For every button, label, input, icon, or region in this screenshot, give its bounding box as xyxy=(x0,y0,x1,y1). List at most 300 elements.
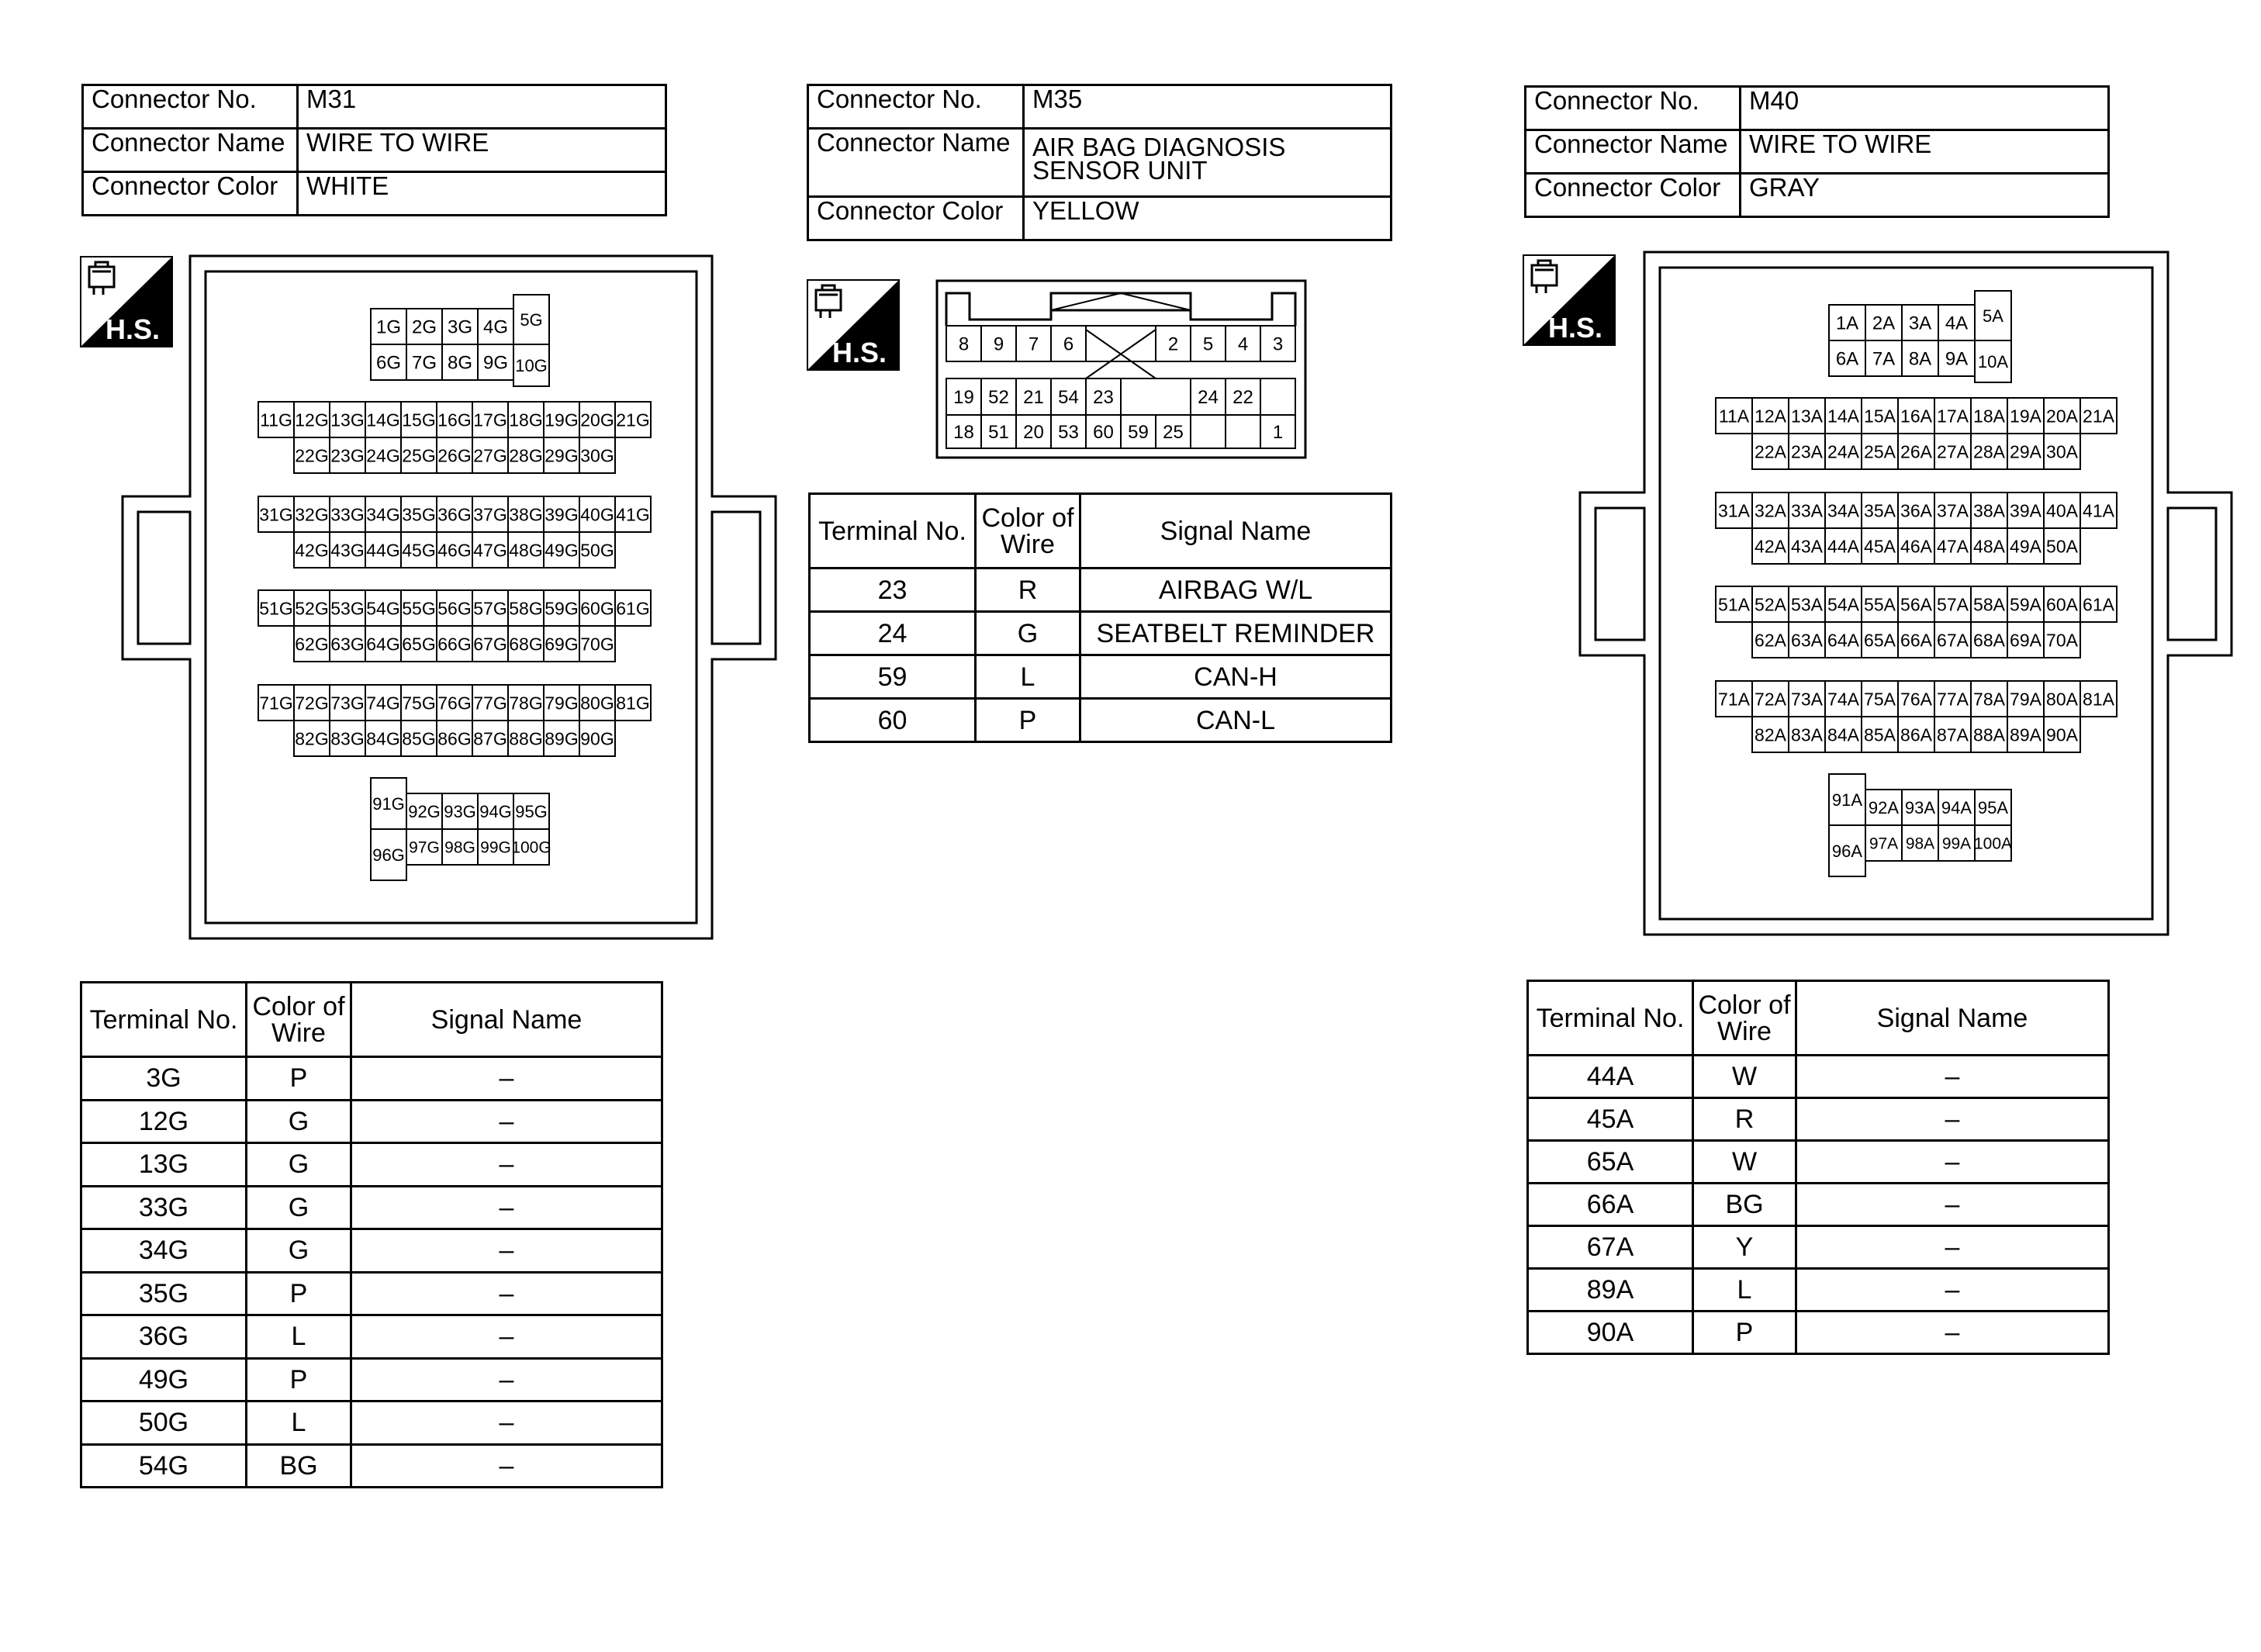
pin-label: 24 xyxy=(1198,387,1219,409)
pin-label: 99G xyxy=(480,838,511,857)
hs-label: H.S. xyxy=(1547,312,1602,344)
pin-label: 73A xyxy=(1791,689,1823,710)
wire-color-cell: P xyxy=(1693,1312,1796,1354)
pin-label: 6A xyxy=(1835,348,1859,370)
terminal-cell: 12G xyxy=(81,1100,247,1143)
wire-color-cell: BG xyxy=(1693,1184,1796,1226)
signal-name-cell: – xyxy=(1796,1184,2109,1226)
pin-label: 30G xyxy=(580,445,614,466)
pin-label: 39A xyxy=(2010,500,2041,521)
pin-label: 67G xyxy=(473,634,507,655)
pin-label: 71G xyxy=(259,693,293,714)
m40-connector-face xyxy=(1575,248,2234,938)
pin-label: 22G xyxy=(295,445,329,466)
color-of-label: Color of xyxy=(981,503,1074,533)
terminal-cell: 54G xyxy=(81,1444,247,1488)
table-row xyxy=(81,1100,662,1143)
color-of-wire-header xyxy=(976,494,1080,569)
pin-label: 49A xyxy=(2010,536,2041,557)
pin-label: 8A xyxy=(1908,348,1932,370)
connector-color-label: Connector Color xyxy=(808,197,1024,240)
pin-label: 3A xyxy=(1908,313,1932,334)
pin-label: 53 xyxy=(1058,422,1079,444)
pin-label: 34G xyxy=(366,504,400,525)
pin-label: 54G xyxy=(366,598,400,619)
pin-label: 83A xyxy=(1791,724,1823,745)
pin-label: 99A xyxy=(1941,835,1972,853)
pin-label: 16G xyxy=(437,410,472,430)
pin-label: 92A xyxy=(1868,797,1900,817)
pin-label: 33A xyxy=(1791,500,1823,521)
pin-label: 42G xyxy=(295,540,329,561)
pin-label: 3 xyxy=(1272,334,1284,355)
pin-label: 1G xyxy=(375,316,402,338)
signal-name-cell: – xyxy=(351,1444,662,1488)
pin-label: 86G xyxy=(437,728,472,749)
pin-label: 48A xyxy=(1973,536,2005,557)
pin-label: 23G xyxy=(330,445,365,466)
connector-name-value xyxy=(1024,129,1392,197)
pin-label: 51A xyxy=(1718,594,1750,615)
pin-label: 55G xyxy=(402,598,436,619)
signal-name-cell: – xyxy=(1796,1141,2109,1184)
pin-label: 98A xyxy=(1905,835,1935,853)
pin-label: 54A xyxy=(1827,594,1859,615)
signal-name-cell: – xyxy=(1796,1226,2109,1269)
pin-label: 32G xyxy=(295,504,329,525)
connector-no-value: M35 xyxy=(1024,85,1392,129)
pin-label: 88G xyxy=(509,728,543,749)
pin-label: 61A xyxy=(2083,594,2114,615)
terminal-cell: 66A xyxy=(1528,1184,1693,1226)
m31-signal-table xyxy=(80,981,663,1488)
pin-label: 6G xyxy=(375,352,402,374)
terminal-cell: 60 xyxy=(810,699,976,742)
pin-label: 31A xyxy=(1718,500,1750,521)
pin-label: 7 xyxy=(1028,334,1039,355)
wire-color-cell: P xyxy=(247,1057,351,1101)
pin-label: 8 xyxy=(958,334,970,355)
pin-label: 15A xyxy=(1864,406,1896,427)
signal-name-cell: – xyxy=(351,1100,662,1143)
m40-pin-grid xyxy=(1716,291,2117,876)
connector-name-line1: AIR BAG DIAGNOSIS xyxy=(1032,133,1286,161)
pin-label: 22A xyxy=(1755,441,1786,462)
pin-label: 27A xyxy=(1937,441,1969,462)
pin-label: 65G xyxy=(402,634,436,655)
pin-label: 32A xyxy=(1755,500,1786,521)
pin-label: 80G xyxy=(580,693,614,714)
pin-label: 46G xyxy=(437,540,472,561)
connector-no-label: Connector No. xyxy=(1526,87,1741,130)
table-row xyxy=(1528,1226,2109,1269)
terminal-cell: 23 xyxy=(810,569,976,612)
pin-label: 81G xyxy=(616,693,650,714)
connector-name-value: WIRE TO WIRE xyxy=(298,129,666,172)
pin-label: 62A xyxy=(1755,630,1786,651)
wire-label: Wire xyxy=(1001,529,1055,559)
pin-label: 14A xyxy=(1827,406,1859,427)
pin-label: 63G xyxy=(330,634,365,655)
pin-label: 4A xyxy=(1945,313,1969,334)
terminal-cell: 34G xyxy=(81,1229,247,1273)
table-row xyxy=(81,1358,662,1401)
wire-color-cell: G xyxy=(976,612,1080,655)
table-row xyxy=(81,1186,662,1229)
hs-icon xyxy=(807,279,900,371)
pin-label: 51 xyxy=(988,422,1009,444)
pin-label: 100A xyxy=(1973,835,2013,853)
wire-color-cell: P xyxy=(247,1272,351,1315)
pin-label: 61G xyxy=(616,598,650,619)
wire-color-cell: BG xyxy=(247,1444,351,1488)
terminal-cell: 67A xyxy=(1528,1226,1693,1269)
pin-label: 2 xyxy=(1167,334,1179,355)
pin-label: 46A xyxy=(1900,536,1932,557)
pin-label: 52A xyxy=(1755,594,1786,615)
pin-label: 21 xyxy=(1023,387,1044,409)
connector-no-value: M40 xyxy=(1741,87,2109,130)
pin-label: 70A xyxy=(2046,630,2078,651)
m31-info-table xyxy=(81,84,667,216)
pin-label: 6 xyxy=(1063,334,1074,355)
terminal-cell: 35G xyxy=(81,1272,247,1315)
connector-color-label: Connector Color xyxy=(83,172,298,216)
m31-pin-grid xyxy=(258,295,651,880)
pin-label: 19A xyxy=(2010,406,2041,427)
pin-label: 25 xyxy=(1163,422,1184,444)
wire-color-cell: G xyxy=(247,1100,351,1143)
terminal-cell: 33G xyxy=(81,1186,247,1229)
m40-info-table xyxy=(1524,85,2110,218)
pin-label: 18 xyxy=(953,422,974,444)
table-row xyxy=(810,569,1392,612)
pin-label: 2G xyxy=(411,316,437,338)
pin-label: 38A xyxy=(1973,500,2005,521)
pin-label: 98G xyxy=(444,838,475,857)
terminal-cell: 59 xyxy=(810,655,976,699)
pin-label: 18G xyxy=(509,410,543,430)
connector-no-label: Connector No. xyxy=(83,85,298,129)
pin-label: 97G xyxy=(409,838,440,857)
pin-label: 38G xyxy=(509,504,543,525)
pin-label: 74A xyxy=(1827,689,1859,710)
pin-label: 37A xyxy=(1937,500,1969,521)
signal-name-cell: – xyxy=(351,1057,662,1101)
pin-label: 79A xyxy=(2010,689,2041,710)
pin-label: 68A xyxy=(1973,630,2005,651)
wire-color-cell: P xyxy=(247,1358,351,1401)
terminal-cell: 13G xyxy=(81,1143,247,1187)
pin-label: 36A xyxy=(1900,500,1932,521)
pin-label: 77G xyxy=(473,693,507,714)
pin-label: 43G xyxy=(330,540,365,561)
pin-label: 24A xyxy=(1827,441,1859,462)
pin-label: 44G xyxy=(366,540,400,561)
connector-color-value: YELLOW xyxy=(1024,197,1392,240)
connector-no-label: Connector No. xyxy=(808,85,1024,129)
m35-info-table xyxy=(807,84,1392,241)
pin-label: 84G xyxy=(366,728,400,749)
table-row xyxy=(1528,1056,2109,1098)
pin-label: 77A xyxy=(1937,689,1969,710)
wire-color-cell: L xyxy=(247,1401,351,1445)
signal-name-header: Signal Name xyxy=(351,983,662,1057)
table-row xyxy=(1528,1141,2109,1184)
color-of-label: Color of xyxy=(252,991,345,1021)
wire-color-cell: R xyxy=(976,569,1080,612)
wire-color-cell: R xyxy=(1693,1098,1796,1141)
m35-pin-grid xyxy=(946,326,1295,448)
signal-name-header: Signal Name xyxy=(1796,981,2109,1056)
m35-rows xyxy=(810,569,1392,742)
pin-label: 50A xyxy=(2046,536,2078,557)
pin-cavity xyxy=(1191,415,1226,448)
pin-label: 70G xyxy=(580,634,614,655)
pin-label: 51G xyxy=(259,598,293,619)
table-row xyxy=(810,699,1392,742)
pin-label: 16A xyxy=(1900,406,1932,427)
pin-label: 10A xyxy=(1977,351,2009,372)
signal-name-cell: – xyxy=(1796,1056,2109,1098)
pin-label: 5G xyxy=(520,309,543,330)
pin-label: 24G xyxy=(366,445,400,466)
pin-label: 73G xyxy=(330,693,365,714)
pin-label: 90G xyxy=(580,728,614,749)
pin-label: 3G xyxy=(447,316,473,338)
color-of-wire-header xyxy=(247,983,351,1057)
pin-label: 100G xyxy=(511,838,551,857)
color-of-wire-header xyxy=(1693,981,1796,1056)
pin-label: 64A xyxy=(1827,630,1859,651)
pin-label: 75A xyxy=(1864,689,1896,710)
table-row xyxy=(81,1401,662,1445)
pin-label: 58A xyxy=(1973,594,2005,615)
pin-label: 89G xyxy=(545,728,579,749)
signal-name-header: Signal Name xyxy=(1080,494,1392,569)
pin-label: 1A xyxy=(1835,313,1859,334)
signal-name-cell: – xyxy=(1796,1269,2109,1312)
pin-label: 11G xyxy=(260,410,292,430)
pin-label: 35A xyxy=(1864,500,1896,521)
pin-label: 95A xyxy=(1977,797,2009,817)
pin-label: 96G xyxy=(372,845,405,865)
pin-label: 19 xyxy=(953,387,974,409)
pin-label: 39G xyxy=(545,504,579,525)
pin-label: 33G xyxy=(330,504,365,525)
pin-label: 86A xyxy=(1900,724,1932,745)
table-row xyxy=(81,1444,662,1488)
pin-label: 18A xyxy=(1973,406,2005,427)
signal-name-cell: AIRBAG W/L xyxy=(1080,569,1392,612)
pin-label: 56A xyxy=(1900,594,1932,615)
pin-label: 59 xyxy=(1128,422,1149,444)
terminal-no-header: Terminal No. xyxy=(1528,981,1693,1056)
pin-label: 54 xyxy=(1058,387,1079,409)
connector-color-value: WHITE xyxy=(298,172,666,216)
pin-label: 59G xyxy=(545,598,579,619)
pin-label: 28G xyxy=(509,445,543,466)
pin-cavity xyxy=(1260,378,1295,415)
pin-label: 36G xyxy=(437,504,472,525)
signal-name-cell: – xyxy=(351,1315,662,1359)
pin-label: 79G xyxy=(545,693,579,714)
pin-label: 91A xyxy=(1831,790,1863,810)
pin-label: 84A xyxy=(1827,724,1859,745)
terminal-cell: 49G xyxy=(81,1358,247,1401)
pin-cavity xyxy=(1121,378,1191,415)
wire-color-cell: W xyxy=(1693,1056,1796,1098)
pin-label: 65A xyxy=(1864,630,1896,651)
pin-label: 4G xyxy=(482,316,509,338)
terminal-cell: 45A xyxy=(1528,1098,1693,1141)
wire-color-cell: G xyxy=(247,1186,351,1229)
pin-label: 23 xyxy=(1093,387,1114,409)
pin-label: 26A xyxy=(1900,441,1932,462)
terminal-cell: 90A xyxy=(1528,1312,1693,1354)
pin-label: 68G xyxy=(509,634,543,655)
pin-label: 9 xyxy=(993,334,1004,355)
pin-label: 5 xyxy=(1202,334,1214,355)
pin-label: 87G xyxy=(473,728,507,749)
signal-name-cell: CAN-L xyxy=(1080,699,1392,742)
terminal-cell: 36G xyxy=(81,1315,247,1359)
table-row xyxy=(81,1229,662,1273)
connector-name-label: Connector Name xyxy=(83,129,298,172)
connector-color-value: GRAY xyxy=(1741,174,2109,217)
pin-label: 28A xyxy=(1973,441,2005,462)
pin-label: 41A xyxy=(2083,500,2114,521)
m31-rows xyxy=(81,1057,662,1488)
pin-label: 97A xyxy=(1869,835,1899,853)
terminal-cell: 65A xyxy=(1528,1141,1693,1184)
pin-label: 10G xyxy=(515,355,548,375)
pin-label: 12G xyxy=(295,410,329,430)
pin-label: 57G xyxy=(473,598,507,619)
signal-name-cell: – xyxy=(351,1229,662,1273)
pin-label: 15G xyxy=(402,410,436,430)
connector-name-value: WIRE TO WIRE xyxy=(1741,130,2109,174)
connector-name-label: Connector Name xyxy=(1526,130,1741,174)
pin-label: 7G xyxy=(411,352,437,374)
pin-label: 60G xyxy=(580,598,614,619)
color-of-label: Color of xyxy=(1698,990,1791,1020)
m35-signal-table xyxy=(808,492,1392,743)
pin-label: 7A xyxy=(1872,348,1896,370)
pin-label: 35G xyxy=(402,504,436,525)
pin-label: 49G xyxy=(545,540,579,561)
pin-label: 20G xyxy=(580,410,614,430)
terminal-cell: 24 xyxy=(810,612,976,655)
table-row xyxy=(810,612,1392,655)
signal-name-cell: CAN-H xyxy=(1080,655,1392,699)
blocked-cavity xyxy=(1086,330,1156,378)
pin-label: 17G xyxy=(473,410,507,430)
pin-label: 93A xyxy=(1904,797,1936,817)
wire-color-cell: L xyxy=(1693,1269,1796,1312)
pin-label: 1 xyxy=(1272,422,1284,444)
pin-label: 29G xyxy=(545,445,579,466)
signal-name-cell: – xyxy=(351,1186,662,1229)
pin-label: 29A xyxy=(2010,441,2041,462)
pin-label: 26G xyxy=(437,445,472,466)
pin-label: 64G xyxy=(366,634,400,655)
pin-label: 17A xyxy=(1937,406,1969,427)
pin-label: 58G xyxy=(509,598,543,619)
terminal-cell: 89A xyxy=(1528,1269,1693,1312)
pin-label: 69G xyxy=(545,634,579,655)
wire-color-cell: W xyxy=(1693,1141,1796,1184)
pin-label: 69A xyxy=(2010,630,2041,651)
wire-color-cell: L xyxy=(247,1315,351,1359)
pin-label: 74G xyxy=(366,693,400,714)
wire-color-cell: P xyxy=(976,699,1080,742)
pin-label: 52G xyxy=(295,598,329,619)
pin-label: 60 xyxy=(1093,422,1114,444)
pin-label: 75G xyxy=(402,693,436,714)
pin-label: 44A xyxy=(1827,536,1859,557)
table-row xyxy=(81,1272,662,1315)
pin-label: 52 xyxy=(988,387,1009,409)
pin-label: 27G xyxy=(473,445,507,466)
pin-label: 85G xyxy=(402,728,436,749)
pin-label: 30A xyxy=(2046,441,2078,462)
pin-label: 13G xyxy=(330,410,365,430)
pin-label: 45G xyxy=(402,540,436,561)
pin-label: 92G xyxy=(408,801,441,821)
connector-name-label: Connector Name xyxy=(808,129,1024,197)
pin-label: 22 xyxy=(1232,387,1253,409)
m40-rows xyxy=(1528,1056,2109,1354)
pin-label: 47A xyxy=(1937,536,1969,557)
pin-label: 89A xyxy=(2010,724,2041,745)
pin-label: 43A xyxy=(1791,536,1823,557)
pin-label: 72A xyxy=(1755,689,1786,710)
pin-label: 13A xyxy=(1791,406,1823,427)
pin-label: 80A xyxy=(2046,689,2078,710)
pin-label: 57A xyxy=(1937,594,1969,615)
pin-label: 8G xyxy=(447,352,473,374)
signal-name-cell: SEATBELT REMINDER xyxy=(1080,612,1392,655)
table-row xyxy=(1528,1098,2109,1141)
pin-label: 72G xyxy=(295,693,329,714)
signal-name-cell: – xyxy=(351,1272,662,1315)
wire-label: Wire xyxy=(271,1018,326,1048)
pin-label: 53A xyxy=(1791,594,1823,615)
pin-label: 66G xyxy=(437,634,472,655)
pin-label: 42A xyxy=(1755,536,1786,557)
pin-label: 62G xyxy=(295,634,329,655)
pin-label: 5A xyxy=(1983,306,2003,326)
pin-label: 94A xyxy=(1941,797,1972,817)
pin-label: 37G xyxy=(473,504,507,525)
table-row xyxy=(1528,1269,2109,1312)
connector-no-value: M31 xyxy=(298,85,666,129)
terminal-cell: 3G xyxy=(81,1057,247,1101)
pin-label: 81A xyxy=(2083,689,2114,710)
signal-name-cell: – xyxy=(1796,1098,2109,1141)
signal-name-cell: – xyxy=(351,1401,662,1445)
pin-label: 19G xyxy=(545,410,579,430)
m35-connector-face xyxy=(931,275,1311,465)
pin-label: 21G xyxy=(616,410,650,430)
table-row xyxy=(1528,1312,2109,1354)
table-row xyxy=(810,655,1392,699)
pin-label: 53G xyxy=(330,598,365,619)
pin-label: 59A xyxy=(2010,594,2041,615)
pin-label: 90A xyxy=(2046,724,2078,745)
pin-label: 96A xyxy=(1831,841,1863,861)
